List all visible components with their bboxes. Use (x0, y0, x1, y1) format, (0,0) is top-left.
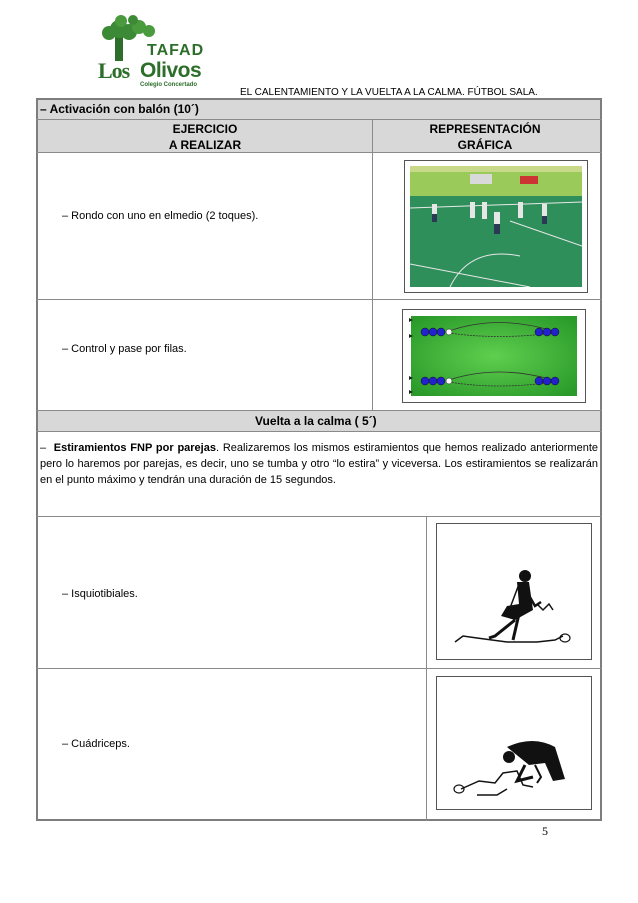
column-divider (372, 119, 373, 410)
page-header-title: EL CALENTAMIENTO Y LA VUELTA A LA CALMA. FÚTBOL SALA. (240, 87, 538, 98)
activation-title: – Activación con balón (10´) (40, 102, 199, 116)
column-header-graphic: REPRESENTACIÓN GRÁFICA (429, 122, 541, 152)
exercise-rondo: – Rondo con uno en elmedio (2 toques). (62, 210, 259, 222)
logo-tafad-text: TAFAD (147, 42, 205, 59)
logo-los-text: Los (98, 58, 130, 83)
row-divider (36, 431, 602, 432)
hamstring-stretch-figure (437, 524, 591, 659)
logo-subtitle: Colegio Concertado (140, 82, 198, 88)
stretch-hamstrings: – Isquiotibiales. (62, 588, 138, 600)
row-divider (36, 668, 602, 669)
cooldown-title: Vuelta a la calma ( 5´) (255, 414, 377, 428)
quadriceps-stretch-drawing (436, 676, 592, 810)
stretching-description: – Estiramientos FNP por parejas. Realizaremos los mismos estiramientos que hemos realizado anteriormente pero lo haremos por parejas, es decir, uno se tumba y otro “lo estira” y viceversa. Los estiramientos se realizarán en el punto máximo y tendrán una duración de 15 segundos. (40, 442, 598, 486)
row-divider (36, 119, 602, 120)
logo-olivos-text: Olivos (140, 59, 202, 82)
column-header-exercise: EJERCICIO A REALIZAR (168, 122, 242, 152)
page-number: 5 (542, 824, 548, 838)
passing-diagram-image (403, 310, 585, 402)
passing-lines-diagram (402, 309, 586, 403)
row-divider (36, 516, 602, 517)
column-divider (426, 516, 427, 821)
hamstring-stretch-drawing (436, 523, 592, 660)
exercise-control-pase: – Control y pase por filas. (62, 343, 187, 355)
row-divider (36, 410, 602, 411)
row-divider (36, 299, 602, 300)
quadriceps-stretch-figure (437, 677, 591, 809)
court-photo-image (410, 166, 582, 287)
futsal-court-photo (404, 160, 588, 293)
stretch-quadriceps: – Cuádriceps. (62, 738, 130, 750)
